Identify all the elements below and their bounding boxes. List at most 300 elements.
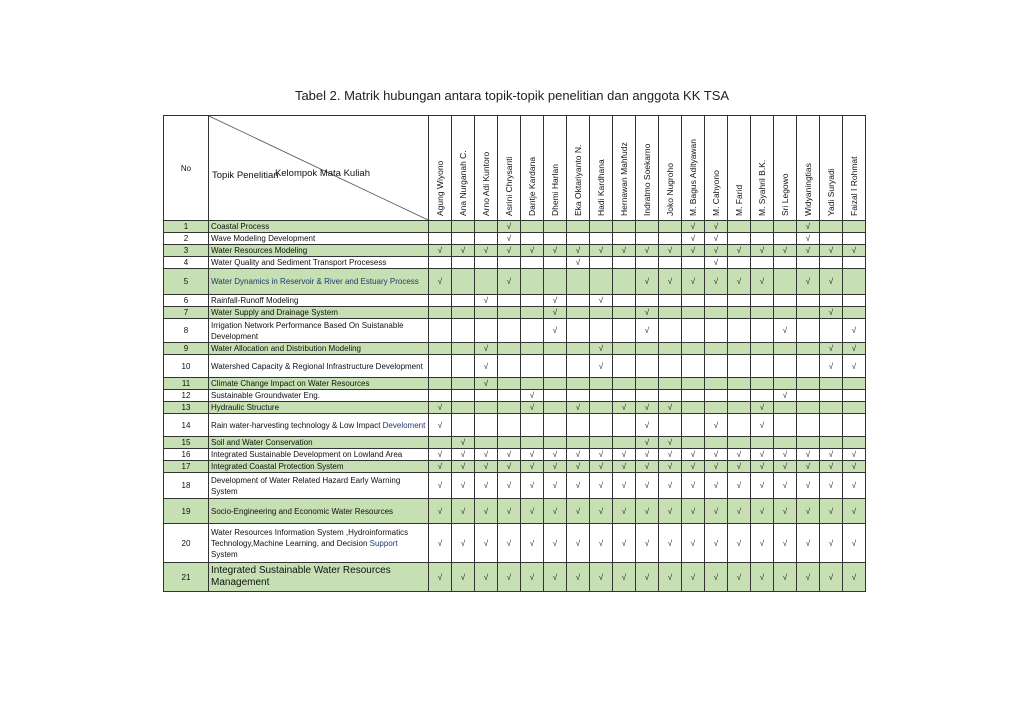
check-cell [636,461,659,473]
check-cell [820,245,843,257]
check-cell [498,343,521,355]
checkmark-icon: √ [460,481,466,490]
check-cell [613,563,636,592]
check-cell [613,257,636,269]
table-row [164,437,866,449]
topic-text-part: Support [369,538,398,548]
checkmark-icon: √ [805,246,811,255]
check-cell [521,402,544,414]
checkmark-icon: √ [644,506,650,516]
row-number: 6 [164,295,209,307]
check-cell [613,221,636,233]
check-cell [636,233,659,245]
checkmark-icon: √ [805,538,811,548]
check-cell [613,378,636,390]
check-cell [682,473,705,499]
checkmark-icon: √ [805,481,811,490]
check-cell [751,319,774,343]
check-cell [636,378,659,390]
checkmark-icon: √ [460,438,466,447]
check-cell [728,499,751,524]
check-cell [521,245,544,257]
checkmark-icon: √ [552,296,558,305]
check-cell [544,245,567,257]
check-cell [475,319,498,343]
checkmark-icon: √ [736,572,742,582]
check-cell [475,378,498,390]
checkmark-icon: √ [598,450,604,459]
check-cell [429,461,452,473]
check-cell [452,307,475,319]
row-number: 3 [164,245,209,257]
check-cell [498,355,521,378]
checkmark-icon: √ [644,246,650,255]
check-cell [544,524,567,563]
check-cell [636,343,659,355]
check-cell [544,473,567,499]
check-cell [705,307,728,319]
check-cell [705,269,728,295]
row-number: 20 [164,524,209,563]
checkmark-icon: √ [483,379,489,388]
checkmark-icon: √ [667,462,673,471]
topic-label: Topik Penelitian [212,170,279,181]
check-cell [498,221,521,233]
check-cell [567,319,590,343]
research-topic: Integrated Sustainable Development on Lowland Area [209,449,429,461]
check-cell [636,437,659,449]
check-cell [705,319,728,343]
check-cell [636,257,659,269]
check-cell [452,437,475,449]
row-number: 12 [164,390,209,402]
check-cell [682,499,705,524]
research-topic: Water Allocation and Distribution Modeling [209,343,429,355]
check-cell [797,245,820,257]
checkmark-icon: √ [437,481,443,490]
table-row [164,461,866,473]
check-cell [567,221,590,233]
check-cell [751,355,774,378]
checkmark-icon: √ [621,481,627,490]
checkmark-icon: √ [690,222,696,231]
check-cell [797,307,820,319]
check-cell [613,233,636,245]
check-cell [843,437,866,449]
checkmark-icon: √ [598,344,604,353]
table-row [164,307,866,319]
check-cell [659,402,682,414]
check-cell [751,449,774,461]
check-cell [751,563,774,592]
checkmark-icon: √ [828,277,834,286]
check-cell [797,378,820,390]
check-cell [544,307,567,319]
check-cell [843,355,866,378]
check-cell [797,221,820,233]
check-cell [682,307,705,319]
check-cell [682,245,705,257]
member-name: Yadi Suryadi [826,168,836,216]
check-cell [820,499,843,524]
check-cell [498,319,521,343]
check-cell [521,295,544,307]
checkmark-icon: √ [644,420,650,430]
research-topic-matrix [163,115,866,592]
checkmark-icon: √ [828,538,834,548]
research-topic: Hydraulic Structure [209,402,429,414]
member-column-header [475,116,498,221]
check-cell [636,269,659,295]
checkmark-icon: √ [598,506,604,516]
checkmark-icon: √ [828,344,834,353]
check-cell [774,461,797,473]
check-cell [774,378,797,390]
member-name: Ana Nurganah C. [458,150,468,216]
checkmark-icon: √ [506,246,512,255]
row-number: 2 [164,233,209,245]
check-cell [452,257,475,269]
check-cell [590,473,613,499]
check-cell [728,319,751,343]
checkmark-icon: √ [598,246,604,255]
checkmark-icon: √ [575,462,581,471]
check-cell [705,414,728,437]
checkmark-icon: √ [690,538,696,548]
check-cell [751,269,774,295]
check-cell [682,449,705,461]
check-cell [429,414,452,437]
member-column-header [636,116,659,221]
check-cell [498,461,521,473]
check-cell [613,524,636,563]
check-cell [429,307,452,319]
member-name: M. Farid [734,184,744,216]
check-cell [820,563,843,592]
check-cell [774,414,797,437]
check-cell [521,563,544,592]
check-cell [567,437,590,449]
checkmark-icon: √ [828,481,834,490]
check-cell [429,245,452,257]
checkmark-icon: √ [759,420,765,430]
check-cell [521,221,544,233]
member-name: Dhemi Harlan [550,164,560,216]
table-row [164,563,866,592]
check-cell [567,449,590,461]
checkmark-icon: √ [828,572,834,582]
checkmark-icon: √ [667,277,673,286]
check-cell [452,473,475,499]
check-cell [521,233,544,245]
checkmark-icon: √ [483,246,489,255]
checkmark-icon: √ [713,462,719,471]
checkmark-icon: √ [690,462,696,471]
check-cell [705,295,728,307]
check-cell [567,307,590,319]
check-cell [475,563,498,592]
checkmark-icon: √ [736,462,742,471]
checkmark-icon: √ [828,361,834,371]
check-cell [521,319,544,343]
check-cell [751,257,774,269]
checkmark-icon: √ [759,506,765,516]
check-cell [682,402,705,414]
check-cell [820,449,843,461]
check-cell [682,414,705,437]
matrix-body [164,221,866,592]
checkmark-icon: √ [529,391,535,400]
check-cell [797,563,820,592]
checkmark-icon: √ [437,462,443,471]
check-cell [613,461,636,473]
check-cell [705,437,728,449]
check-cell [475,390,498,402]
checkmark-icon: √ [483,538,489,548]
checkmark-icon: √ [460,572,466,582]
check-cell [521,449,544,461]
checkmark-icon: √ [782,462,788,471]
check-cell [590,449,613,461]
checkmark-icon: √ [851,462,857,471]
member-name: Hadi Kardhana [596,159,606,216]
check-cell [751,461,774,473]
check-cell [728,257,751,269]
research-topic [209,524,429,563]
check-cell [797,524,820,563]
checkmark-icon: √ [644,438,650,447]
checkmark-icon: √ [552,246,558,255]
checkmark-icon: √ [805,506,811,516]
check-cell [774,390,797,402]
check-cell [475,437,498,449]
table-row [164,295,866,307]
check-cell [774,307,797,319]
checkmark-icon: √ [575,506,581,516]
checkmark-icon: √ [644,481,650,490]
check-cell [429,343,452,355]
check-cell [797,355,820,378]
member-column-header [659,116,682,221]
check-cell [475,295,498,307]
research-topic [209,414,429,437]
checkmark-icon: √ [713,222,719,231]
check-cell [820,473,843,499]
checkmark-icon: √ [575,246,581,255]
check-cell [820,437,843,449]
check-cell [751,295,774,307]
checkmark-icon: √ [621,246,627,255]
check-cell [475,414,498,437]
check-cell [498,499,521,524]
check-cell [843,269,866,295]
check-cell [659,221,682,233]
check-cell [544,449,567,461]
check-cell [613,437,636,449]
check-cell [659,437,682,449]
checkmark-icon: √ [437,246,443,255]
check-cell [590,414,613,437]
check-cell [544,295,567,307]
checkmark-icon: √ [552,308,558,317]
check-cell [797,414,820,437]
check-cell [774,233,797,245]
checkmark-icon: √ [759,277,765,286]
check-cell [682,295,705,307]
check-cell [636,307,659,319]
check-cell [475,524,498,563]
checkmark-icon: √ [552,326,558,335]
checkmark-icon: √ [851,506,857,516]
check-cell [521,343,544,355]
group-label: Kelompok Mata Kuliah [274,168,370,179]
check-cell [728,245,751,257]
check-cell [797,390,820,402]
check-cell [636,449,659,461]
checkmark-icon: √ [529,403,535,412]
checkmark-icon: √ [506,462,512,471]
check-cell [544,257,567,269]
check-cell [728,473,751,499]
member-column-header [544,116,567,221]
check-cell [452,461,475,473]
check-cell [682,257,705,269]
check-cell [590,245,613,257]
checkmark-icon: √ [529,572,535,582]
row-number: 9 [164,343,209,355]
check-cell [659,319,682,343]
member-column-header [843,116,866,221]
check-cell [797,319,820,343]
checkmark-icon: √ [851,538,857,548]
check-cell [590,563,613,592]
row-number: 15 [164,437,209,449]
check-cell [820,221,843,233]
check-cell [797,257,820,269]
member-name: Asrini Chrysanti [504,156,514,216]
check-cell [728,233,751,245]
check-cell [705,402,728,414]
check-cell [544,402,567,414]
row-number: 18 [164,473,209,499]
checkmark-icon: √ [782,481,788,490]
check-cell [498,269,521,295]
check-cell [843,295,866,307]
check-cell [636,319,659,343]
check-cell [751,414,774,437]
check-cell [682,233,705,245]
check-cell [567,343,590,355]
topic-column-header [209,116,429,221]
check-cell [843,257,866,269]
checkmark-icon: √ [483,572,489,582]
check-cell [590,307,613,319]
checkmark-icon: √ [805,222,811,231]
checkmark-icon: √ [690,506,696,516]
check-cell [613,245,636,257]
check-cell [452,449,475,461]
check-cell [590,390,613,402]
checkmark-icon: √ [644,308,650,317]
table-row [164,355,866,378]
check-cell [820,414,843,437]
check-cell [705,378,728,390]
check-cell [452,221,475,233]
check-cell [521,390,544,402]
check-cell [429,295,452,307]
check-cell [521,461,544,473]
checkmark-icon: √ [805,234,811,243]
check-cell [659,295,682,307]
check-cell [797,461,820,473]
check-cell [820,402,843,414]
member-column-header [429,116,452,221]
check-cell [659,343,682,355]
check-cell [452,390,475,402]
check-cell [567,524,590,563]
checkmark-icon: √ [805,277,811,286]
check-cell [659,378,682,390]
check-cell [820,257,843,269]
check-cell [567,245,590,257]
checkmark-icon: √ [759,572,765,582]
row-number: 1 [164,221,209,233]
check-cell [820,319,843,343]
check-cell [590,233,613,245]
checkmark-icon: √ [736,246,742,255]
checkmark-icon: √ [621,462,627,471]
checkmark-icon: √ [552,506,558,516]
check-cell [682,343,705,355]
checkmark-icon: √ [483,506,489,516]
check-cell [475,355,498,378]
checkmark-icon: √ [575,403,581,412]
check-cell [475,402,498,414]
check-cell [728,402,751,414]
member-name: Indratmo Soekarno [642,143,652,216]
check-cell [659,233,682,245]
checkmark-icon: √ [621,506,627,516]
check-cell [820,233,843,245]
checkmark-icon: √ [460,506,466,516]
check-cell [590,378,613,390]
checkmark-icon: √ [667,506,673,516]
check-cell [728,461,751,473]
check-cell [705,233,728,245]
check-cell [797,402,820,414]
check-cell [659,355,682,378]
check-cell [498,473,521,499]
research-topic: Water Supply and Drainage System [209,307,429,319]
check-cell [659,245,682,257]
check-cell [774,295,797,307]
checkmark-icon: √ [529,462,535,471]
checkmark-icon: √ [552,572,558,582]
check-cell [613,355,636,378]
checkmark-icon: √ [598,538,604,548]
check-cell [590,355,613,378]
checkmark-icon: √ [437,403,443,412]
check-cell [498,295,521,307]
check-cell [521,378,544,390]
table-row [164,449,866,461]
check-cell [636,221,659,233]
checkmark-icon: √ [713,538,719,548]
check-cell [567,390,590,402]
checkmark-icon: √ [437,506,443,516]
check-cell [521,437,544,449]
checkmark-icon: √ [690,246,696,255]
